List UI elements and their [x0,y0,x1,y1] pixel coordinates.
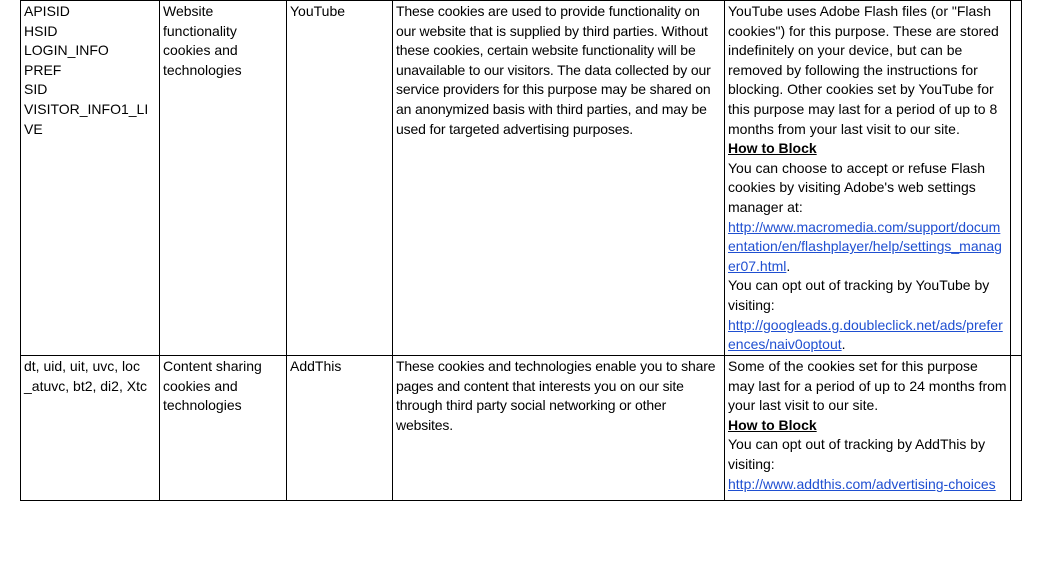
addthis-choices-link[interactable]: http://www.addthis.com/advertising-choices [728,475,996,492]
category-cell: Website functionality cookies and technologies [160,1,287,356]
purpose-cell: These cookies and technologies enable you to share pages and content that interests you on our site through third party social networking or other websites. [393,356,725,501]
block-instructions: You can opt out of tracking by YouTube by visiting: [728,277,990,313]
adobe-settings-link[interactable]: http://www.macromedia.com/support/documentation/en/flashplayer/help/settings_manager07.html [728,218,1002,274]
cookie-name: SID [24,81,48,98]
purpose-cell: These cookies are used to provide functionality on our website that is supplied by third parties. Without these cookies, certain website functionality will be unavailable to our visitors. The data collected by our service providers for this purpose may be shared on an anonymized basis with third parties, and may be used for targeted advertising purposes. [393,1,725,356]
empty-cell [1011,1,1022,356]
empty-cell [1011,356,1022,501]
cookie-name: HSID [24,22,58,39]
retention-cell: YouTube uses Adobe Flash files (or "Flash cookies") for this purpose. These are stored indefinitely on your device, but can be removed by following the instructions for blocking. Other cookies set by YouTube for this purpose may last for a period of up to 8 months from your last visit to our site. How to Block You can choose to accept or refuse Flash cookies by visiting Adobe's web settings manager at: http://www.macromedia.com/support/documentation/en/flashplayer/help/settings_manager07.html. You can opt out of tracking by YouTube by visiting: http://googleads.g.doubleclick.net/ads/preferences/naiv0optout. [725,1,1011,356]
block-instructions: You can opt out of tracking by AddThis by visiting: [728,436,986,472]
cookie-name: LOGIN_INFO [24,42,109,59]
retention-text: YouTube uses Adobe Flash files (or "Flash cookies") for this purpose. These are stored indefinitely on your device, but can be removed by following the instructions for blocking. Other cookies set by YouTube for this purpose may last for a period of up to 8 months from your last visit to our site. [728,3,999,137]
cookie-name: APISID [24,3,70,19]
how-to-block-heading: How to Block [728,140,817,157]
doubleclick-optout-link[interactable]: http://googleads.g.doubleclick.net/ads/preferences/naiv0optout [728,316,1003,353]
cookie-table [20,0,1022,501]
cookie-names-cell [21,1,160,356]
retention-cell [725,356,1011,501]
provider-cell: AddThis [287,356,393,501]
retention-text: Some of the cookies set for this purpose may last for a period of up to 24 months from your last visit to our site. [728,358,1007,414]
table-row [21,356,1022,501]
block-instructions: You can choose to accept or refuse Flash cookies by visiting Adobe's web settings manager at: [728,159,986,215]
cookie-names-cell: dt, uid, uit, uvc, loc _atuvc, bt2, di2, Xtc [21,356,160,501]
cookie-name: PREF [24,61,62,78]
provider-cell: YouTube [287,1,393,356]
category-cell: Content sharing cookies and technologies [160,356,287,501]
cookie-name: VISITOR_INFO1_LIVE [24,100,149,137]
how-to-block-heading: How to Block [728,416,817,433]
table-row [21,1,1022,356]
